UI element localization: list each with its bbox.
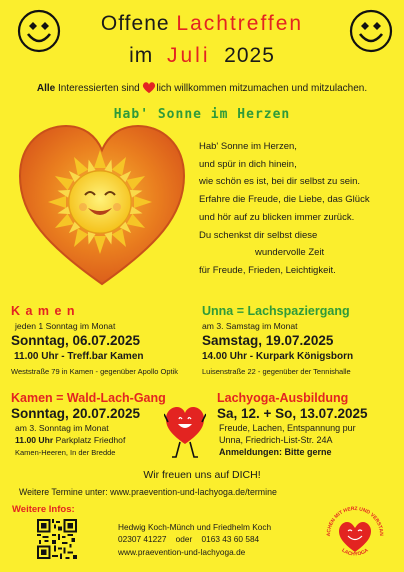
title-word-offene: Offene (100, 12, 170, 35)
kamen-heading: K a m e n (11, 304, 76, 318)
poem (199, 138, 399, 280)
freuen-text: Wir freuen uns auf DICH! (143, 469, 261, 481)
ausbildung-heading: Lachyoga-Ausbildung (217, 391, 349, 405)
wald-address: Kamen-Heeren, In der Bredde (15, 448, 116, 457)
unna-frequency: am 3. Samstag im Monat (202, 321, 298, 331)
kamen-frequency: jeden 1 Sonntag im Monat (15, 321, 116, 331)
unna-heading: Unna = Lachspaziergang (202, 304, 350, 318)
unna-address: Luisenstraße 22 - gegenüber der Tennishalle (202, 367, 351, 376)
wald-time-bold: 11.00 Uhr (15, 435, 54, 445)
poem-line: wie schön es ist, bei dir selbst zu sein. (199, 176, 361, 188)
kamen-date: Sonntag, 06.07.2025 (11, 333, 141, 348)
contact-web[interactable]: www.praevention-und-lachyoga.de (118, 546, 246, 557)
intro-after: lich willkommen mitzumachen und mitzulachen. (156, 83, 368, 94)
poem-line: und hör auf zu blicken immer zurück. (199, 211, 355, 223)
sun-heart-illustration (18, 124, 186, 288)
qr-code[interactable] (37, 519, 77, 559)
poem-line: Erfahre die Freude, die Liebe, das Glück (199, 194, 370, 206)
weitere-termine: Weitere Termine unter: www.praevention-und-lachyoga.de/termine (19, 487, 277, 497)
intro-before: Alle (36, 83, 56, 94)
poem-line: Hab' Sonne im Herzen, (199, 141, 297, 152)
title-line-2 (0, 44, 404, 68)
poem-line: und spür in dich hinein, (199, 158, 297, 170)
kamen-address: Weststraße 79 in Kamen - gegenüber Apollo Optik (11, 367, 179, 376)
ausbildung-line2: Unna, Friedrich-List-Str. 24A (219, 435, 333, 445)
contact-names: Hedwig Koch-Münch und Friedhelm Koch (118, 522, 272, 532)
wald-frequency: am 3. Sonntag im Monat (15, 423, 109, 433)
wald-time (15, 435, 125, 445)
poem-line: für Freude, Frieden, Leichtigkeit. (199, 264, 336, 276)
lachyoga-stamp (320, 500, 390, 570)
heart-figure-icon (164, 404, 206, 460)
kamen-time: 11.00 Uhr - Treff.bar Kamen (14, 351, 144, 362)
title-word-lachtreffen: Lachtreffen (176, 12, 304, 35)
infos-label: Weitere Infos: (12, 504, 75, 515)
contact-block (118, 521, 271, 558)
ausbildung-date: Sa, 12. + So, 13.07.2025 (217, 406, 368, 421)
title-word-year: 2025 (224, 44, 275, 67)
intro-middle: Interessierten sind (57, 83, 140, 94)
unna-date: Samstag, 19.07.2025 (202, 333, 334, 348)
ausbildung-line1: Freude, Lachen, Entspannung pur (219, 423, 356, 433)
unna-time: 14.00 Uhr - Kurpark Königsborn (202, 351, 354, 362)
title-word-juli: Juli (166, 44, 211, 67)
title-word-im: im (129, 44, 154, 67)
contact-phone: 02307 41227 oder 0163 43 60 584 (118, 534, 260, 545)
motto-heading: Hab' Sonne im Herzen (113, 107, 291, 122)
intro-text (0, 81, 404, 94)
wald-time-place: Parkplatz Friedhof (55, 435, 126, 445)
ausbildung-line3: Anmeldungen: Bitte gerne (219, 447, 332, 457)
heart-icon (142, 81, 156, 94)
stamp-top-text: ACHEN MIT HERZ UND VERSTAN (325, 505, 385, 537)
title-line-1 (0, 12, 404, 36)
wald-heading: Kamen = Wald-Lach-Gang (11, 391, 166, 405)
poem-line: wundervolle Zeit (255, 247, 325, 259)
poem-line: Du schenkst dir selbst diese (199, 229, 318, 241)
wald-date: Sonntag, 20.07.2025 (11, 406, 141, 421)
stamp-bottom-text: LACHYOGA (340, 547, 370, 558)
